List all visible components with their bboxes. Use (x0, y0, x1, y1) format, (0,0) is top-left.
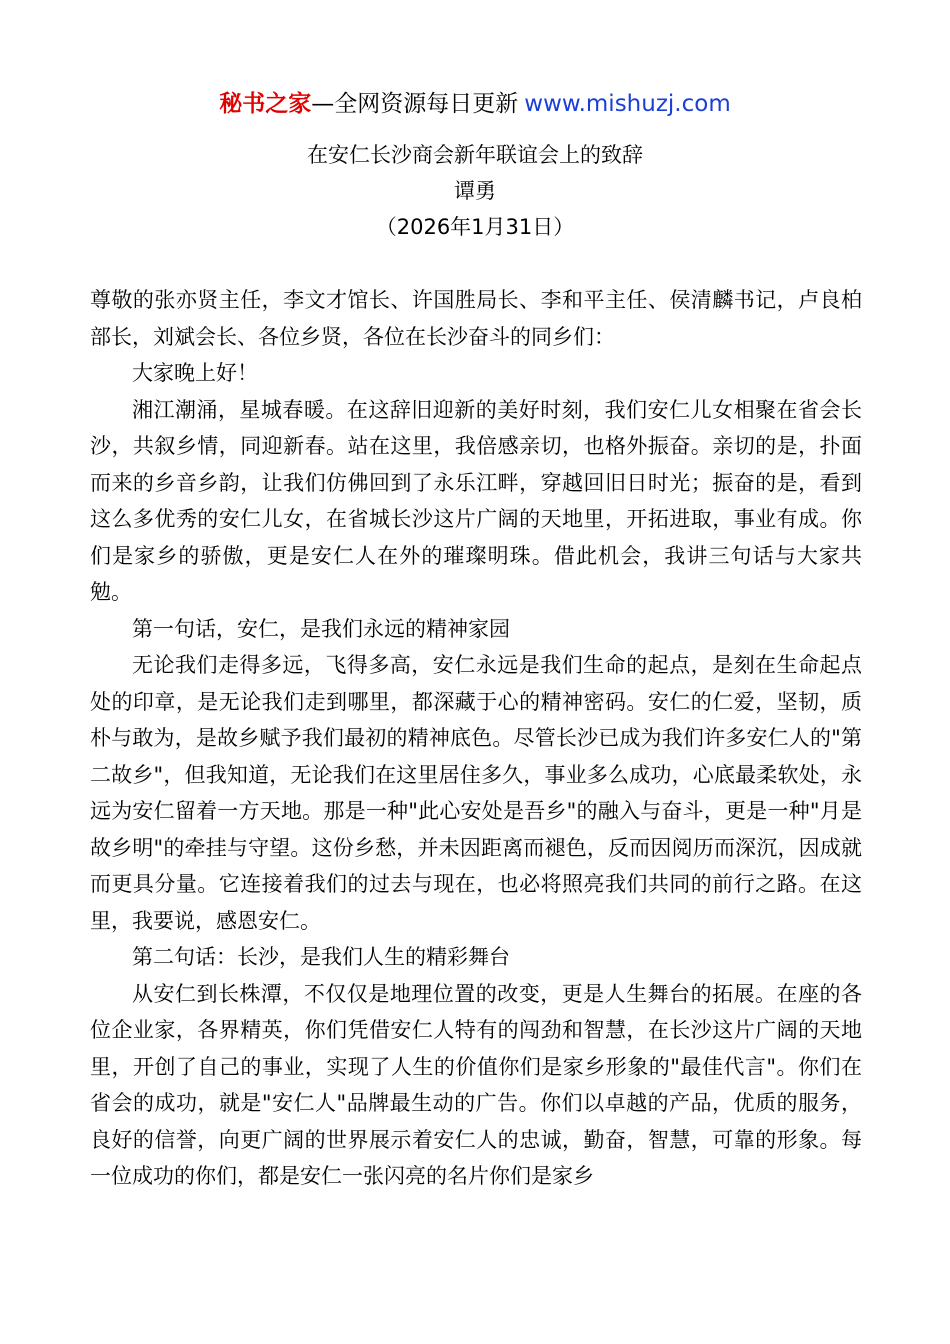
document-body (90, 282, 862, 1195)
body-paragraph: 湘江潮涌，星城春暖。在这辞旧迎新的美好时刻，我们安仁儿女相聚在省会长沙，共叙乡情，同迎新春。站在这里，我倍感亲切，也格外振奋。亲切的是，扑面而来的乡音乡韵，让我们仿佛回到了永乐江畔，穿越回旧日时光；振奋的是，看到这么多优秀的安仁儿女，在省城长沙这片广阔的天地里，开拓进取，事业有成。你们是家乡的骄傲，更是安仁人在外的璀璨明珠。借此机会，我讲三句话与大家共勉。 (90, 397, 862, 604)
site-name: 秘书之家 (219, 91, 312, 117)
body-paragraph: 从安仁到长株潭，不仅仅是地理位置的改变，更是人生舞台的拓展。在座的各位企业家，各界精英，你们凭借安仁人特有的闯劲和智慧，在长沙这片广阔的天地里，开创了自己的事业，实现了人生的价值你们是家乡形象的"最佳代言"。你们在省会的成功，就是"安仁人"品牌最生动的广告。你们以卓越的产品，优质的服务，良好的信誉，向更广阔的世界展示着安仁人的忠诚，勤奋，智慧，可靠的形象。每一位成功的你们，都是安仁一张闪亮的名片你们是家乡 (90, 981, 862, 1188)
title-block (0, 137, 950, 245)
document-date: （2026年1月31日） (375, 215, 575, 239)
site-slogan: —全网资源每日更新 (311, 91, 519, 117)
section-heading: 第一句话，安仁，是我们永远的精神家园 (132, 616, 510, 641)
body-paragraph: 无论我们走得多远，飞得多高，安仁永远是我们生命的起点，是刻在生命起点处的印章，是无论我们走到哪里，都深藏于心的精神密码。安仁的仁爱，坚韧，质朴与敢为，是故乡赋予我们最初的精神底色。尽管长沙已成为我们许多安仁人的"第二故乡"，但我知道，无论我们在这里居住多久，事业多么成功，心底最柔软处，永远为安仁留着一方天地。那是一种"此心安处是吾乡"的融入与奋斗，更是一种"月是故乡明"的牵挂与守望。这份乡愁，并未因距离而褪色，反而因阅历而深沉，因成就而更具分量。它连接着我们的过去与现在，也必将照亮我们共同的前行之路。在这里，我要说，感恩安仁。 (90, 653, 862, 933)
section-heading: 第二句话：长沙，是我们人生的精彩舞台 (132, 945, 510, 969)
greeting-paragraph: 大家晚上好！ (132, 361, 258, 385)
site-url-link[interactable]: www.mishuzj.com (524, 91, 731, 117)
document-title: 在安仁长沙商会新年联谊会上的致辞 (307, 143, 643, 167)
salutation-paragraph: 尊敬的张亦贤主任，李文才馆长、许国胜局长、李和平主任、侯清麟书记，卢良柏部长，刘斌会长、各位乡贤，各位在长沙奋斗的同乡们： (90, 288, 862, 349)
document-author: 谭勇 (454, 179, 496, 203)
site-header (0, 86, 950, 122)
